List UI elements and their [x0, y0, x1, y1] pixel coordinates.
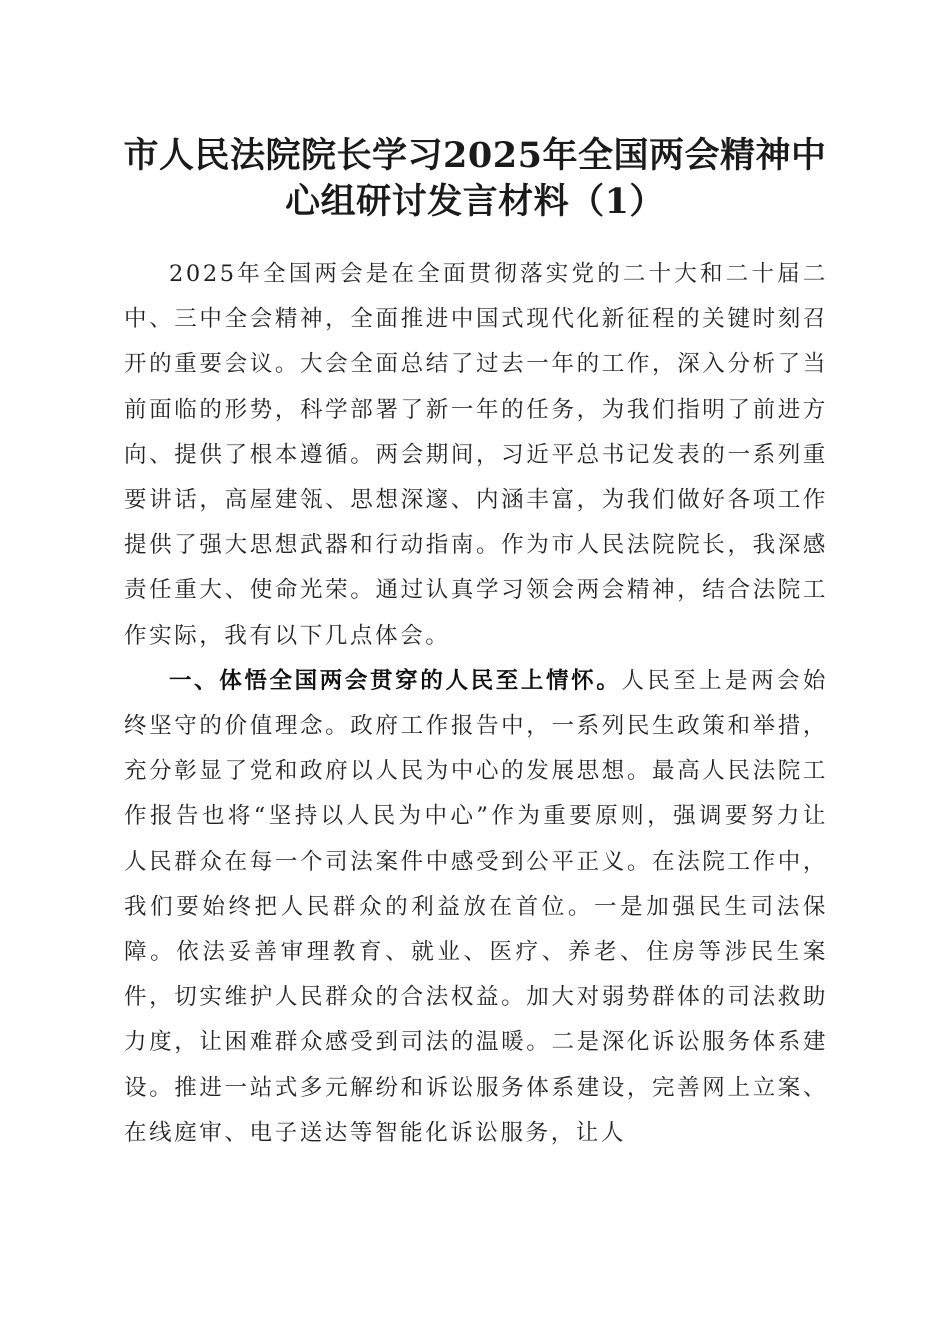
document-body: [124, 252, 828, 1156]
title-line-1: 市人民法院院长学习2025年全国两会精神中: [123, 135, 827, 176]
document-title: [100, 133, 850, 225]
intro-paragraph: [124, 252, 828, 659]
title-line-2: 心组研讨发言材料（1）: [285, 181, 665, 222]
section-one-heading: 一、体悟全国两会贯穿的人民至上情怀。: [169, 667, 622, 694]
section-one-text: 人民至上是两会始终坚守的价值理念。政府工作报告中，一系列民生政策和举措，充分彰显了党和政府以人民为中心的发展思想。最高人民法院工作报告也将“坚持以人民为中心”作为重要原则，强调要努力让人民群众在每一个司法案件中感受到公平正义。在法院工作中，我们要始终把人民群众的利益放在首位。一是加强民生司法保障。依法妥善审理教育、就业、医疗、养老、住房等涉民生案件，切实维护人民群众的合法权益。加大对弱势群体的司法救助力度，让困难群众感受到司法的温暖。二是深化诉讼服务体系建设。推进一站式多元解纷和诉讼服务体系建设，完善网上立案、在线庭审、电子送达等智能化诉讼服务，让人: [124, 667, 828, 1146]
section-one-paragraph: [124, 659, 828, 1156]
intro-paragraph-text: 2025年全国两会是在全面贯彻落实党的二十大和二十届二中、三中全会精神，全面推进中国式现代化新征程的关键时刻召开的重要会议。大会全面总结了过去一年的工作，深入分析了当前面临的形势，科学部署了新一年的任务，为我们指明了前进方向、提供了根本遵循。两会期间，习近平总书记发表的一系列重要讲话，高屋建瓴、思想深邃、内涵丰富，为我们做好各项工作提供了强大思想武器和行动指南。作为市人民法院院长，我深感责任重大、使命光荣。通过认真学习领会两会精神，结合法院工作实际，我有以下几点体会。: [124, 261, 828, 649]
